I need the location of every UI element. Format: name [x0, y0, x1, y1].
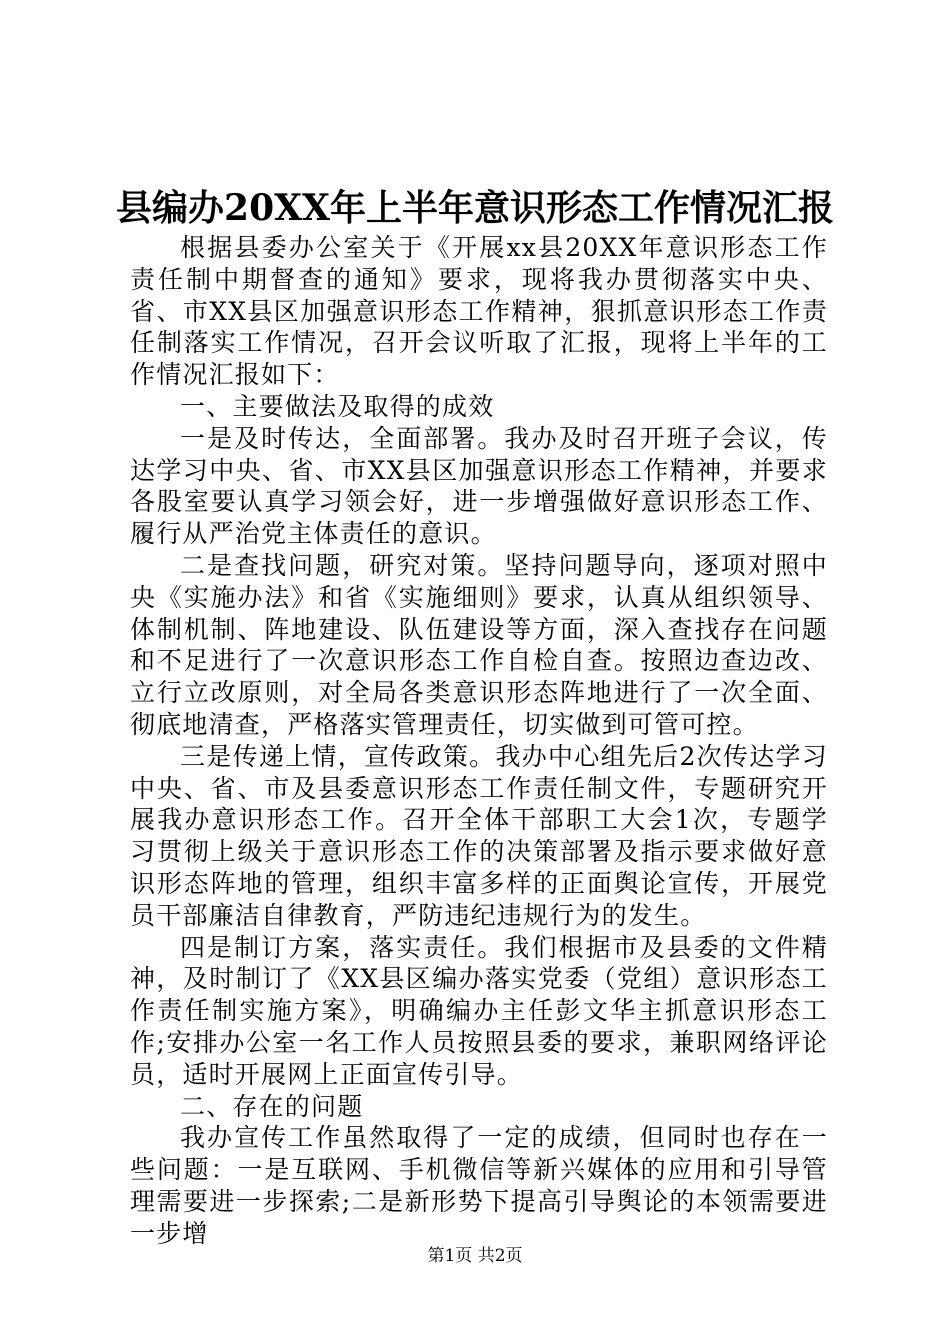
page-number-footer: 第1页 共2页 — [427, 1246, 523, 1266]
paragraph-intro: 根据县委办公室关于《开展xx县20XX年意识形态工作责任制中期督查的通知》要求，现将我办贯彻落实中央、省、市XX县区加强意识形态工作精神，狠抓意识形态工作责任制落实工作情况，召开会议听取了汇报，现将上半年的工作情况汇报如下： — [130, 233, 828, 390]
paragraph-point-1: 一是及时传达，全面部署。我办及时召开班子会议，传达学习中央、省、市XX县区加强意识形态工作精神，并要求各股室要认真学习领会好，进一步增强做好意识形态工作、履行从严治党主体责任的意识。 — [130, 423, 828, 549]
paragraph-point-3: 三是传递上情，宣传政策。我办中心组先后2次传达学习中央、省、市及县委意识形态工作责任制文件，专题研究开展我办意识形态工作。召开全体干部职工大会1次，专题学习贯彻上级关于意识形态工作的决策部署及指示要求做好意识形态阵地的管理，组织丰富多样的正面舆论宣传，开展党员干部廉洁自律教育，严防违纪违规行为的发生。 — [130, 741, 828, 930]
paragraph-point-2: 二是查找问题，研究对策。坚持问题导向，逐项对照中央《实施办法》和省《实施细则》要求，认真从组织领导、体制机制、阵地建设、队伍建设等方面，深入查找存在问题和不足进行了一次意识形态工作自检自查。按照边查边改、立行立改原则，对全局各类意识形态阵地进行了一次全面、彻底地清查，严格落实管理责任，切实做到可管可控。 — [130, 550, 828, 739]
section-heading-1: 一、主要做法及取得的成效 — [180, 391, 495, 421]
paragraph-point-4: 四是制订方案，落实责任。我们根据市及县委的文件精神，及时制订了《XX县区编办落实党委（党组）意识形态工作责任制实施方案》，明确编办主任彭文华主抓意识形态工作;安排办公室一名工作人员按照县委的要求，兼职网络评论员，适时开展网上正面宣传引导。 — [130, 932, 828, 1089]
document-body — [130, 232, 828, 1250]
paragraph-problems: 我办宣传工作虽然取得了一定的成绩，但同时也存在一些问题：一是互联网、手机微信等新兴媒体的应用和引导管理需要进一步探索;二是新形势下提高引导舆论的本领需要进一步增 — [130, 1123, 828, 1248]
section-heading-2: 二、存在的问题 — [180, 1091, 364, 1121]
document-title: 县编办20XX年上半年意识形态工作情况汇报 — [116, 187, 834, 229]
